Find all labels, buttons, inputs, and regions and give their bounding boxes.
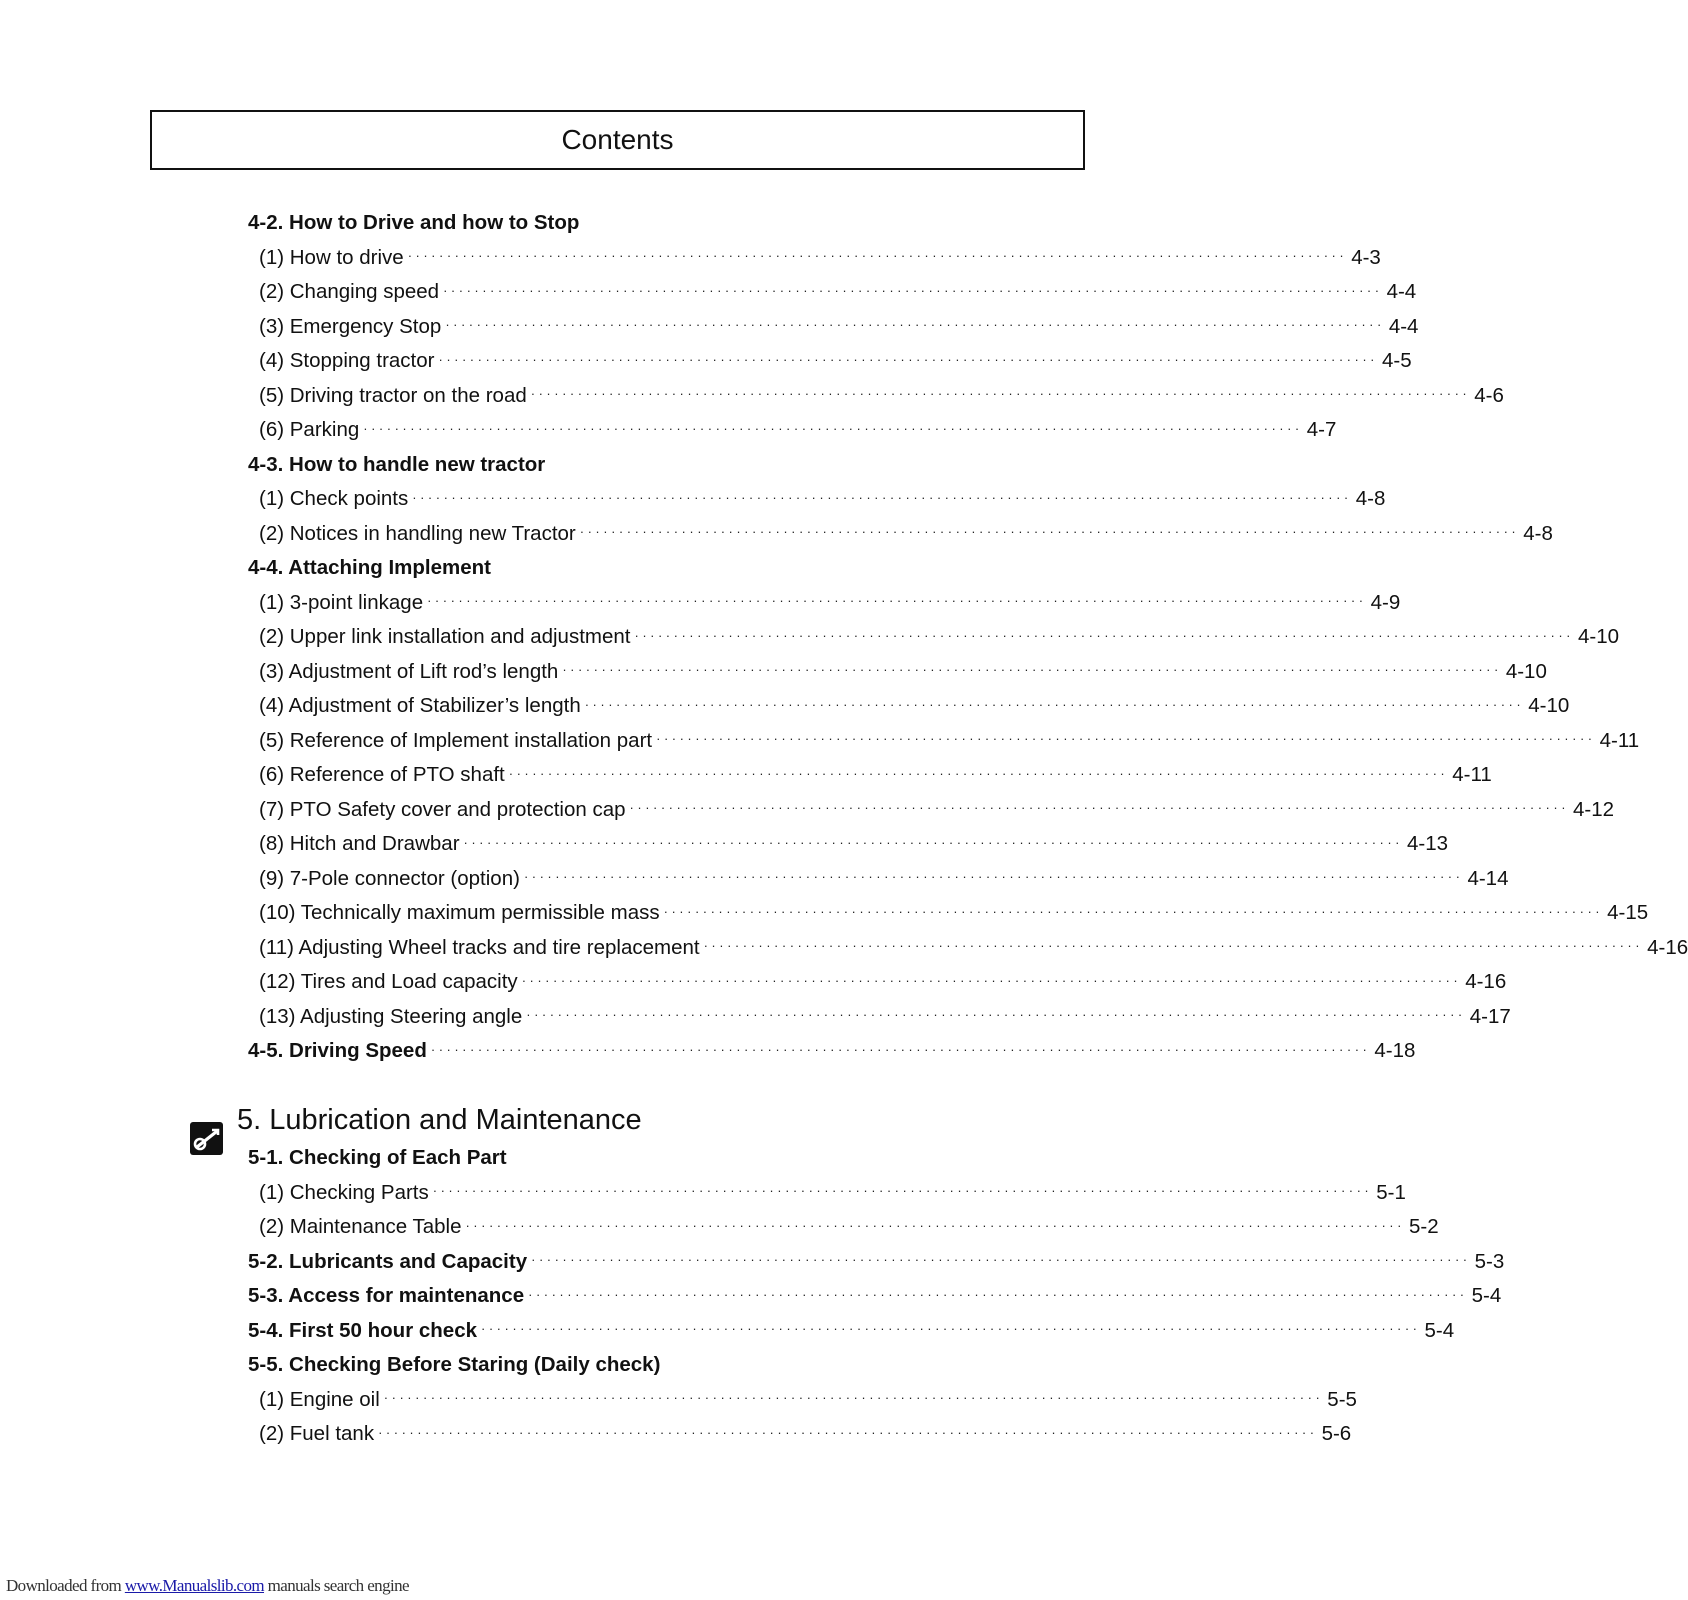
- toc-page-number: 4-4: [1386, 280, 1417, 304]
- dot-leader: ························································································································: [656, 731, 1596, 747]
- toc-page-number: 4-11: [1452, 763, 1492, 787]
- dot-leader: ························································································································: [438, 351, 1378, 367]
- page-title: Contents: [561, 124, 674, 155]
- toc-page-number: 4-7: [1306, 418, 1337, 442]
- toc-section[interactable]: [248, 551, 990, 586]
- toc-entry[interactable]: [248, 827, 1449, 862]
- wrench-icon: [190, 1122, 223, 1155]
- dot-leader: ························································································································: [523, 869, 1464, 885]
- toc-page-number: 4-10: [1505, 659, 1547, 683]
- toc-entry-title: (6) Reference of PTO shaft: [259, 763, 505, 787]
- footer-suffix: manuals search engine: [264, 1576, 409, 1595]
- dot-leader: ························································································································: [412, 489, 1352, 505]
- toc-entry[interactable]: [248, 931, 1688, 966]
- toc-chapter-5: [248, 1141, 1505, 1452]
- footer-prefix: Downloaded from: [6, 1576, 125, 1595]
- dot-leader: ························································································································: [432, 1183, 1373, 1199]
- toc-section[interactable]: [248, 206, 990, 241]
- toc-entry[interactable]: [248, 724, 1640, 759]
- toc-entry-title: (4) Adjustment of Stabilizer’s length: [259, 694, 581, 718]
- toc-entry[interactable]: [248, 344, 1412, 379]
- dot-leader: ························································································································: [584, 696, 1525, 712]
- toc-entry[interactable]: [248, 965, 1507, 1000]
- dot-leader: ························································································································: [530, 386, 1471, 402]
- chapter-5-heading: 5. Lubrication and Maintenance: [237, 1104, 642, 1136]
- toc-entry-title: (4) Stopping tractor: [259, 349, 435, 373]
- toc-entry[interactable]: [248, 1000, 1511, 1035]
- toc-entry[interactable]: [248, 517, 1553, 552]
- toc-page-number: 4-10: [1528, 694, 1570, 718]
- dot-leader: ························································································································: [526, 1007, 1466, 1023]
- dot-leader: ························································································································: [407, 248, 1348, 264]
- toc-entry[interactable]: [248, 275, 1417, 310]
- toc-page-number: 5-2: [1408, 1215, 1439, 1239]
- toc-page-number: 4-9: [1370, 590, 1401, 614]
- toc-page-number: 5-6: [1321, 1422, 1352, 1446]
- toc-entry-title: (9) 7-Pole connector (option): [259, 866, 520, 890]
- dot-leader: ························································································································: [378, 1424, 1318, 1440]
- toc-page-number: 4-11: [1599, 728, 1640, 752]
- dot-leader: ························································································································: [663, 903, 1604, 919]
- toc-page-number: 4-16: [1465, 970, 1507, 994]
- toc-page-number: 4-5: [1381, 349, 1412, 373]
- dot-leader: ························································································································: [531, 1252, 1471, 1268]
- toc-entry-title: (1) 3-point linkage: [259, 590, 424, 614]
- toc-entry[interactable]: [248, 655, 1547, 690]
- dot-leader: ························································································································: [508, 765, 1449, 781]
- dot-leader: ························································································································: [521, 972, 1462, 988]
- dot-leader: ························································································································: [579, 524, 1520, 540]
- toc-section[interactable]: [248, 1314, 1455, 1349]
- toc-entry-title: (8) Hitch and Drawbar: [259, 832, 460, 856]
- toc-entry-title: (2) Upper link installation and adjustment: [259, 625, 631, 649]
- toc-page-number: 4-16: [1647, 935, 1688, 959]
- toc-page-number: 4-13: [1407, 832, 1449, 856]
- toc-entry-title: (6) Parking: [259, 418, 360, 442]
- toc-entry-title: 5-3. Access for maintenance: [248, 1284, 525, 1308]
- toc-section[interactable]: [248, 1034, 1416, 1069]
- toc-entry-title: (1) Checking Parts: [259, 1180, 429, 1204]
- toc-entry[interactable]: [248, 689, 1570, 724]
- dot-leader: ························································································································: [465, 1217, 1405, 1233]
- toc-entry-title: (5) Reference of Implement installation part: [259, 728, 653, 752]
- toc-page-number: 4-12: [1573, 797, 1615, 821]
- toc-entry[interactable]: [248, 379, 1504, 414]
- toc-section[interactable]: [248, 1348, 990, 1383]
- dot-leader: ························································································································: [629, 800, 1570, 816]
- toc-page-number: 5-1: [1376, 1180, 1406, 1204]
- toc-section[interactable]: [248, 1245, 1505, 1280]
- toc-entry-title: (2) Fuel tank: [259, 1422, 375, 1446]
- toc-entry-title: (1) How to drive: [259, 245, 404, 269]
- toc-page-number: 4-8: [1355, 487, 1386, 511]
- toc-page-number: 4-6: [1474, 383, 1504, 407]
- manualslib-link[interactable]: www.Manualslib.com: [124, 1576, 265, 1595]
- toc-entry-title: (2) Notices in handling new Tractor: [259, 521, 576, 545]
- toc-entry-title: 4-5. Driving Speed: [248, 1039, 427, 1063]
- toc-section[interactable]: [248, 1141, 990, 1176]
- toc-entry-title: (3) Adjustment of Lift rod’s length: [259, 659, 559, 683]
- toc-page-number: 5-4: [1471, 1284, 1502, 1308]
- toc-entry-title: (5) Driving tractor on the road: [259, 383, 527, 407]
- toc-entry[interactable]: [248, 793, 1615, 828]
- toc-section[interactable]: [248, 448, 990, 483]
- toc-page-number: 5-5: [1327, 1387, 1357, 1411]
- toc-entry[interactable]: [248, 1176, 1406, 1211]
- toc-entry[interactable]: [248, 1383, 1357, 1418]
- toc-entry-title: (3) Emergency Stop: [259, 314, 442, 338]
- toc-page-number: 4-15: [1607, 901, 1649, 925]
- toc-entry-title: (12) Tires and Load capacity: [259, 970, 518, 994]
- toc-entry-title: (2) Maintenance Table: [259, 1215, 462, 1239]
- toc-entry[interactable]: [248, 1417, 1352, 1452]
- toc-chapter-4: [248, 206, 1688, 1069]
- dot-leader: ························································································································: [463, 834, 1404, 850]
- toc-page-number: 4-3: [1351, 245, 1381, 269]
- toc-entry-title: 4-3. How to handle new tractor: [248, 452, 546, 476]
- toc-entry[interactable]: [248, 1210, 1439, 1245]
- dot-leader: ························································································································: [427, 593, 1367, 609]
- toc-entry[interactable]: [248, 758, 1492, 793]
- toc-entry-title: (1) Check points: [259, 487, 409, 511]
- toc-page-number: 4-10: [1577, 625, 1620, 649]
- toc-entry-title: 4-4. Attaching Implement: [248, 556, 491, 580]
- toc-entry-title: 5-2. Lubricants and Capacity: [248, 1249, 528, 1273]
- toc-entry[interactable]: [248, 482, 1386, 517]
- dot-leader: ························································································································: [445, 317, 1385, 333]
- toc-entry-title: 4-2. How to Drive and how to Stop: [248, 211, 580, 235]
- toc-entry-title: (7) PTO Safety cover and protection cap: [259, 797, 626, 821]
- toc-entry[interactable]: [248, 620, 1620, 655]
- toc-entry-title: (1) Engine oil: [259, 1387, 380, 1411]
- toc-entry[interactable]: [248, 413, 1337, 448]
- toc-entry[interactable]: [248, 586, 1401, 621]
- toc-entry[interactable]: [248, 310, 1419, 345]
- toc-entry-title: 5-5. Checking Before Staring (Daily check): [248, 1353, 661, 1377]
- dot-leader: ························································································································: [528, 1286, 1468, 1302]
- toc-page-number: 5-4: [1424, 1318, 1455, 1342]
- toc-page-number: 4-17: [1469, 1004, 1511, 1028]
- download-footer: [6, 1576, 409, 1596]
- dot-leader: ························································································································: [383, 1390, 1324, 1406]
- dot-leader: ························································································································: [443, 282, 1383, 298]
- toc-entry-title: (10) Technically maximum permissible mass: [259, 901, 660, 925]
- toc-section[interactable]: [248, 1279, 1502, 1314]
- dot-leader: ························································································································: [363, 420, 1303, 436]
- toc-page-number: 4-8: [1523, 521, 1553, 545]
- toc-entry-title: (11) Adjusting Wheel tracks and tire replacement: [259, 935, 700, 959]
- toc-entry-title: (13) Adjusting Steering angle: [259, 1004, 523, 1028]
- toc-entry[interactable]: [248, 241, 1381, 276]
- dot-leader: ························································································································: [703, 938, 1644, 954]
- toc-entry-title: 5-1. Checking of Each Part: [248, 1146, 507, 1170]
- dot-leader: ························································································································: [562, 662, 1502, 678]
- dot-leader: ························································································································: [634, 627, 1574, 643]
- toc-page-number: 4-4: [1388, 314, 1419, 338]
- dot-leader: ························································································································: [430, 1041, 1371, 1057]
- dot-leader: ························································································································: [481, 1321, 1421, 1337]
- toc-entry-title: (2) Changing speed: [259, 280, 440, 304]
- contents-title-box: [150, 110, 1085, 170]
- toc-entry[interactable]: [248, 862, 1509, 897]
- toc-page-number: 4-14: [1467, 866, 1509, 890]
- toc-page-number: 5-3: [1474, 1249, 1505, 1273]
- toc-page-number: 4-18: [1374, 1039, 1416, 1063]
- toc-entry[interactable]: [248, 896, 1649, 931]
- toc-entry-title: 5-4. First 50 hour check: [248, 1318, 478, 1342]
